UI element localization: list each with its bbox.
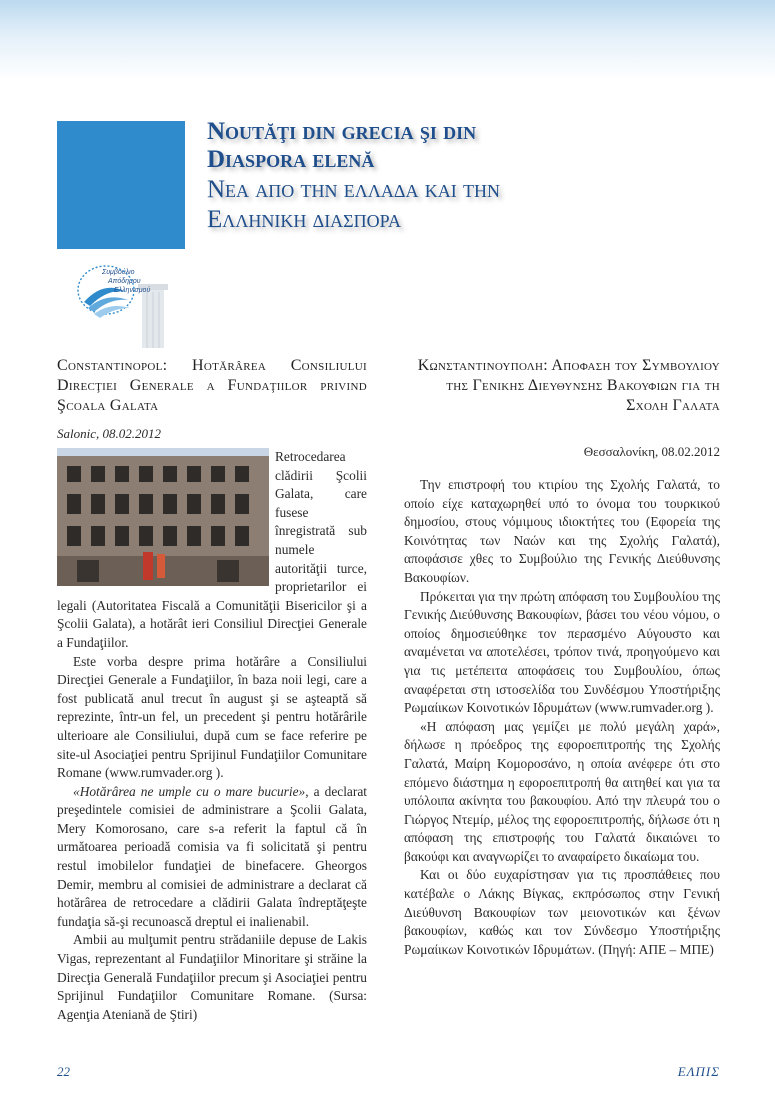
heading-gr-line2: Ελληνικη διασπορα <box>207 206 402 233</box>
top-gradient-band <box>0 0 775 80</box>
article-ro-date: Salonic, 08.02.2012 <box>57 426 161 441</box>
galata-school-photo <box>57 448 269 586</box>
logo-text-line2: Απόδημου <box>108 278 141 285</box>
article-gr-title: Κωνσταντινουπολη: Αποφαση του Συμβουλιου της Γενικης Διευθυνσης Βακουφιων για τη Σχολη Γαλατα <box>417 357 720 414</box>
heading-ro-line1: Noutăţi din grecia şi din <box>207 118 477 145</box>
article-gr-paragraph-2: Πρόκειται για την πρώτη απόφαση του Συμβουλίου της Γενικής Διεύθυνσης Βακουφίων, βάσει του νέου νόμου, ο οποίος δημοσιεύθηκε τον περασμένο Αύγουστο και αναμένεται να αποτελέσει, τρόπον τινά, προηγούμενο και για τις μετέπειτα αποφάσεις του Συμβουλίου, όπως αναφέρεται στη ιστοσελίδα του Συνδέσμου Υποστήριξης Ρωμαίικων Κοινοτικών Ιδρυμάτων (www.rumvader.org ). <box>404 588 720 716</box>
article-gr-paragraph-1: Την επιστροφή του κτιρίου της Σχολής Γαλατά, το οποίο είχε καταχωρηθεί υπό το όνομα του τουρκικού δημοσίου, στους νόμιμους ιδιοκτήτες του (Εφορεία της Κοινότητας των Ναών και της Σχολής Γαλατά), αποφάσισε χθες το Συμβούλιο της Γενικής Διεύθυνσης Βακουφίων. <box>404 477 720 585</box>
article-ro-title: Constantinopol: Hotărârea Consiliului Direcţiei Generale a Fundaţiilor privind Şcoala Galata <box>57 357 367 414</box>
logo-text-line1: Συμβούλιο <box>102 269 135 276</box>
council-logo <box>74 262 194 352</box>
magazine-name: ΕΛΠΙΣ <box>677 1064 720 1079</box>
section-color-block <box>57 121 185 249</box>
section-heading <box>207 118 647 234</box>
article-gr-date: Θεσσαλονίκη, 08.02.2012 <box>583 444 720 459</box>
heading-ro-line2: Diaspora elenă <box>207 146 375 173</box>
article-ro <box>57 356 367 1024</box>
heading-gr-line1: Νεα απο την ελλαδα και την <box>207 176 500 203</box>
article-ro-quote: «Hotărârea ne umple cu o mare bucurie» <box>73 783 306 799</box>
building-illustration <box>57 448 269 586</box>
article-gr-paragraph-4: Και οι δύο ευχαρίστησαν για τις προσπάθειες που κατέβαλε ο Λάκης Βίγκας, εκπρόσωπος στην Γενική Διεύθυνση Βακουφίων των μειονοτικών και ξένων βακουφίων, καθώς και τον Σύνδεσμο Υποστήριξης Ρωμαίικων Κοινοτικών Ιδρυμάτων. (Πηγή: ΑΠΕ – ΜΠΕ) <box>404 867 720 957</box>
article-gr-paragraph-3: «Η απόφαση μας γεμίζει με πολύ μεγάλη χαρά», δήλωσε η πρόεδρος της εφοροεπιτροπής της Σχολής Γαλατά, Μαίρη Κομοροσάνο, η οποία ανέφερε ότι στο επόμενο διάστημα η εφοροεπιτροπή θα αιτηθεί και για τα υπόλοιπα ακίνητα του βακουφίου. Από την πλευρά του ο Γιώργος Ντεμίρ, μέλος της εφοροεπιτροπής, δήλωσε ότι η απόφαση της επιστροφής του Γαλατά δικαιώνει το βακούφι και αναγνωρίζει το αναφαίρετο δικαίωμα του. <box>404 718 720 864</box>
article-ro-paragraph-1: Retrocedarea clădirii Şcolii Galata, care fusese înregistrată sub numele autorităţii turce, proprietarilor ei legali (Autoritatea Fiscală a Comunităţii Bisericilor şi a Şcolii Galata), a hotărât ieri Consiliul Direcţiei Generale a Fundaţiilor. <box>57 449 367 650</box>
article-ro-paragraph-3-text: , a declarat preşedintele comisiei de administrare a Şcolii Galata, Mery Komorosano, care s-a referit la faptul că în următoarea perioadă comisia va fi solicitată şi pentru restul imobilelor fundaţiei de binefacere. Gheorgos Demir, membru al comisiei de administrare a declarat că hotărârea de retrocedare a clădirii Galata îndreptăţeşte fundaţia să-şi recunoască dreptul ei inalienabil. <box>57 783 367 929</box>
article-ro-paragraph-4: Ambii au mulţumit pentru strădaniile depuse de Lakis Vigas, reprezentant al Fundaţiilor Minoritare şi străine la Direcţia Generală Fundaţiilor precum şi Asociaţiei pentru Sprijinul Fundaţiilor Comunitare Romane. (Sursa: Agenţia Ateniană de Ştiri) <box>57 932 367 1022</box>
logo-text-line3: Ελληνισμού <box>114 287 151 294</box>
article-ro-paragraph-2: Este vorba despre prima hotărâre a Consiliului Direcţiei Generale a Fundaţiilor, în baza noii legi, care a fost publicată anul trecut în august şi se aşteaptă să reprezinte, într-un fel, un precedent şi pentru hotărârile ulterioare ale Consiliului, după cum se face referire pe site-ul Asociaţiei pentru Sprijinul Fundaţiilor Comunitare Romane (www.rumvader.org ). <box>57 653 367 781</box>
article-gr <box>404 356 720 959</box>
page-number: 22 <box>57 1064 70 1079</box>
article-ro-paragraph-3 <box>57 783 367 932</box>
